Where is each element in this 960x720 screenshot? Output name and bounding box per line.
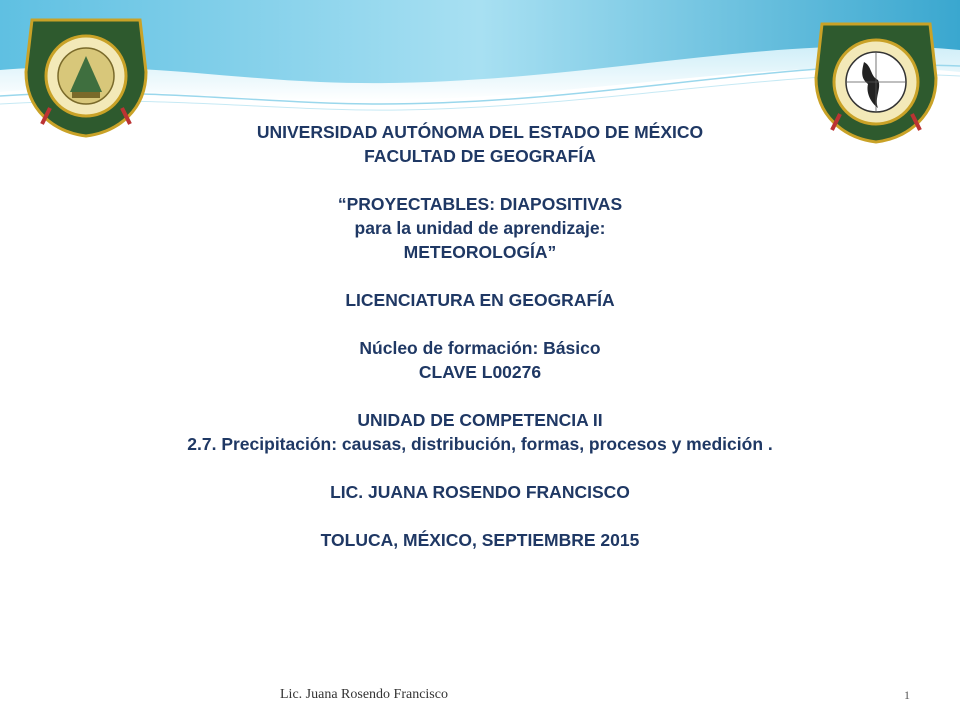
footer-author: Lic. Juana Rosendo Francisco: [280, 687, 448, 702]
subject-name: METEOROLOGÍA”: [403, 242, 557, 262]
slide-content: [40, 120, 920, 552]
document-title: “PROYECTABLES: DIAPOSITIVAS: [337, 194, 623, 214]
topic-title: 2.7. Precipitación: causas, distribución, formas, procesos y medición .: [187, 434, 773, 454]
author-name: LIC. JUANA ROSENDO FRANCISCO: [330, 482, 630, 502]
place-and-date: TOLUCA, MÉXICO, SEPTIEMBRE 2015: [320, 530, 640, 550]
faculty-name: FACULTAD DE GEOGRAFÍA: [364, 146, 596, 166]
training-core: Núcleo de formación: Básico: [359, 338, 601, 358]
degree-program: LICENCIATURA EN GEOGRAFÍA: [345, 290, 615, 310]
page-number: 1: [904, 688, 910, 702]
learning-unit-label: para la unidad de aprendizaje:: [354, 218, 606, 238]
university-name: UNIVERSIDAD AUTÓNOMA DEL ESTADO DE MÉXICO: [256, 122, 704, 142]
course-code: CLAVE L00276: [418, 362, 542, 382]
competency-unit: UNIDAD DE COMPETENCIA II: [357, 410, 603, 430]
